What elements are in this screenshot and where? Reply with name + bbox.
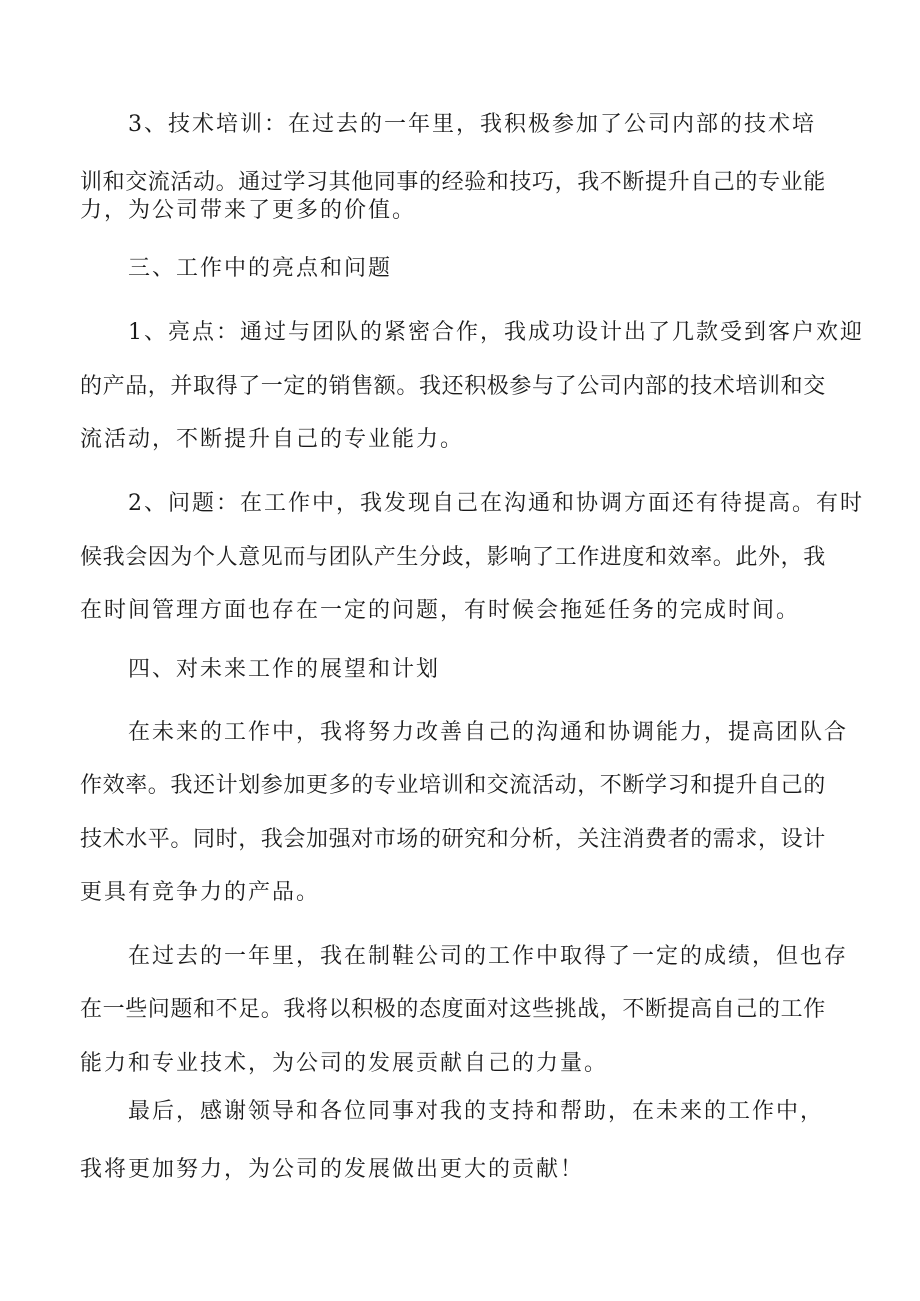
paragraph-line: 在过去的一年里，我在制鞋公司的工作中取得了一定的成绩，但也存 — [128, 944, 849, 969]
paragraph-line: 作效率。我还计划参加更多的专业培训和交流活动，不断学习和提升自己的 — [80, 773, 826, 798]
paragraph-line: 1、亮点：通过与团队的紧密合作，我成功设计出了几款受到客户欢迎 — [128, 320, 864, 345]
paragraph-line: 流活动，不断提升自己的专业能力。 — [80, 427, 465, 452]
paragraph-line: 力，为公司带来了更多的价值。 — [80, 198, 417, 223]
paragraph-line: 在一些问题和不足。我将以积极的态度面对这些挑战，不断提高自己的工作 — [80, 997, 826, 1022]
paragraph-line: 能力和专业技术，为公司的发展贡献自己的力量。 — [80, 1051, 609, 1076]
paragraph-line: 在时间管理方面也存在一定的问题，有时候会拖延任务的完成时间。 — [80, 598, 801, 623]
paragraph-line: 候我会因为个人意见而与团队产生分歧，影响了工作进度和效率。此外，我 — [80, 545, 826, 570]
paragraph-line: 技术水平。同时，我会加强对市场的研究和分析，关注消费者的需求，设计 — [80, 827, 826, 852]
section-heading: 四、对未来工作的展望和计划 — [128, 657, 441, 682]
paragraph-line: 我将更加努力，为公司的发展做出更大的贡献！ — [80, 1157, 585, 1182]
paragraph-line: 训和交流活动。通过学习其他同事的经验和技巧，我不断提升自己的专业能 — [80, 170, 826, 195]
paragraph-line: 2、问题：在工作中，我发现自己在沟通和协调方面还有待提高。有时 — [128, 491, 864, 516]
section-heading: 三、工作中的亮点和问题 — [128, 256, 393, 281]
paragraph-line: 在未来的工作中，我将努力改善自己的沟通和协调能力，提高团队合 — [128, 720, 849, 745]
paragraph-line: 最后，感谢领导和各位同事对我的支持和帮助，在未来的工作中， — [128, 1099, 825, 1124]
paragraph-line: 3、技术培训：在过去的一年里，我积极参加了公司内部的技术培 — [128, 112, 816, 137]
paragraph-line: 的产品，并取得了一定的销售额。我还积极参与了公司内部的技术培训和交 — [80, 374, 826, 399]
paragraph-line: 更具有竞争力的产品。 — [80, 880, 321, 905]
